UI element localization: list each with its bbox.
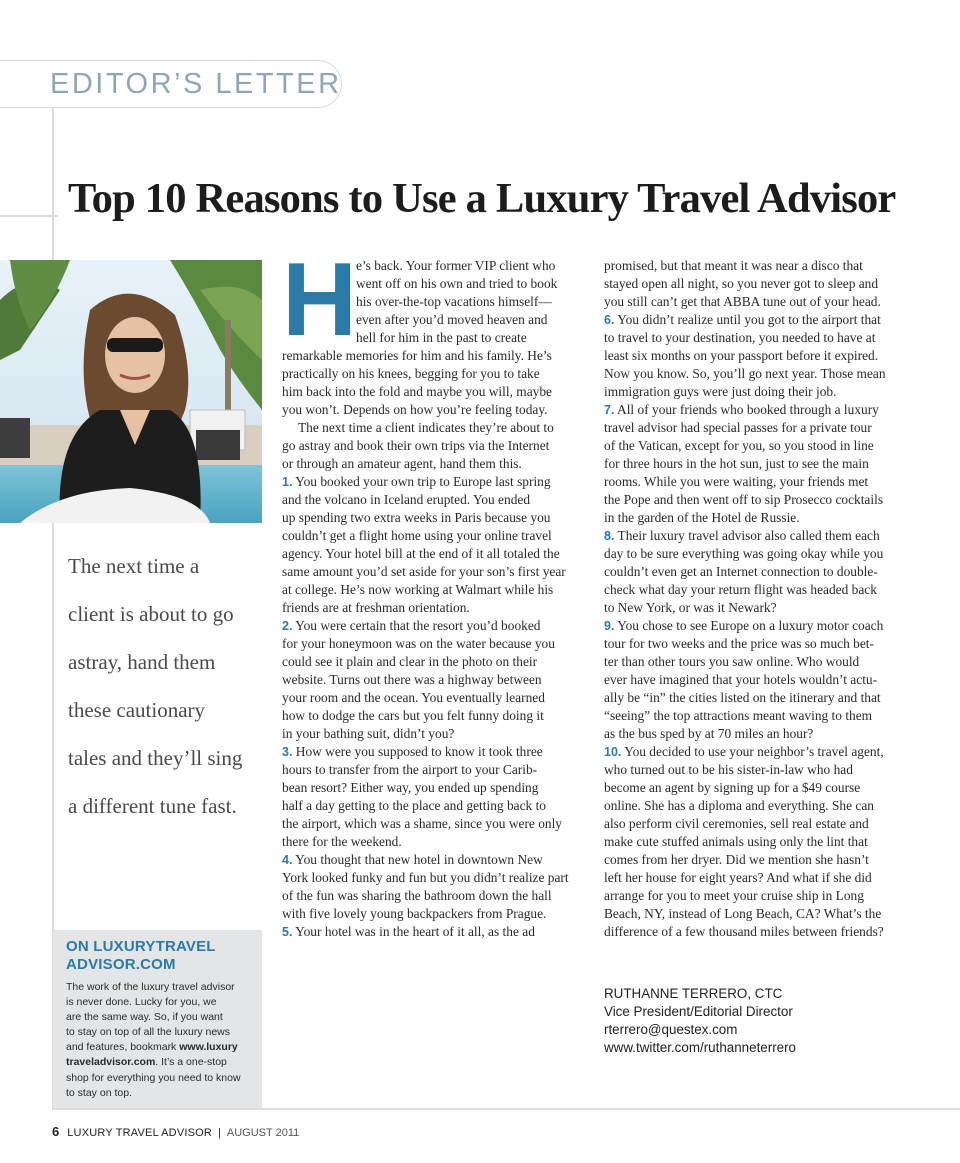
sidebar-body-line xyxy=(66,1025,252,1040)
article-line xyxy=(604,257,909,275)
article-line xyxy=(604,329,909,347)
pull-quote-line: tales and they’ll sing xyxy=(68,746,243,770)
article-line xyxy=(604,779,909,797)
article-text: for your honeymoon was on the water because you xyxy=(282,636,555,651)
sidebar-text: are the same way. So, if you want xyxy=(66,1011,223,1024)
sidebar-text: to stay on top of all the luxury news xyxy=(66,1026,231,1039)
article-line xyxy=(282,347,587,365)
editor-portrait-icon xyxy=(0,260,262,523)
article-line xyxy=(282,563,587,581)
article-line xyxy=(282,689,587,707)
reason-number: 1. xyxy=(282,475,293,489)
article-line xyxy=(604,725,909,743)
article-line xyxy=(282,707,587,725)
article-text: All of your friends who booked through a luxury xyxy=(614,402,879,417)
reason-number: 10. xyxy=(604,745,622,759)
article-text: couldn’t get a flight home using your online travel xyxy=(282,528,552,543)
sidebar-text: to stay on top. xyxy=(66,1086,132,1099)
article-line xyxy=(282,491,587,509)
article-line xyxy=(282,275,587,293)
article-text: your room and the ocean. You eventually learned xyxy=(282,690,545,705)
article-line xyxy=(282,833,587,851)
author-email[interactable]: rterrero@questex.com xyxy=(604,1022,738,1037)
sidebar-body-line xyxy=(66,1040,252,1055)
issue-date: AUGUST 2011 xyxy=(226,1127,300,1139)
article-line xyxy=(282,887,587,905)
article-text: You didn’t realize until you got to the airport that xyxy=(614,312,881,327)
article-text: You chose to see Europe on a luxury motor coach xyxy=(614,618,884,633)
sidebar-body-line xyxy=(66,1055,252,1070)
article-text: immigration guys were just doing their job. xyxy=(604,384,837,399)
section-label: EDITOR’S LETTER xyxy=(50,68,342,100)
article-text: went off on his own and tried to book xyxy=(356,276,558,291)
sidebar-text: is never done. Lucky for you, we xyxy=(66,996,217,1009)
reason-line xyxy=(282,743,587,761)
article-text: you won’t. Depends on how you’re feeling today. xyxy=(282,402,548,417)
author-twitter[interactable]: www.twitter.com/ruthanneterrero xyxy=(604,1040,797,1055)
article-text: ter than other tours you saw online. Who would xyxy=(604,654,860,669)
article-text: promised, but that meant it was near a disco that xyxy=(604,258,863,273)
article-text: hours to transfer from the airport to your Carib- xyxy=(282,762,538,777)
author-title: Vice President/Editorial Director xyxy=(604,1004,793,1019)
article-text: of the Vatican, except for you, so you stood in line xyxy=(604,438,874,453)
sidebar-body-line xyxy=(66,1071,252,1086)
reason-number: 2. xyxy=(282,619,293,633)
article-line xyxy=(282,653,587,671)
article-text: left her house for eight years? And what if she did xyxy=(604,870,872,885)
article-text: You decided to use your neighbor’s travel agent, xyxy=(621,744,884,759)
article-text: as the bus sped by at 70 miles an hour? xyxy=(604,726,814,741)
article-text: The next time a client indicates they’re about to xyxy=(298,420,554,435)
reason-number: 5. xyxy=(282,925,293,939)
article-line xyxy=(282,545,587,563)
pull-quote-line: client is about to go xyxy=(68,602,234,626)
article-text: “seeing” the top attractions meant waving to them xyxy=(604,708,873,723)
reason-line xyxy=(282,617,587,635)
pull-quote-line: The next time a xyxy=(68,554,200,578)
article-column-2 xyxy=(604,257,909,941)
article-line xyxy=(604,707,909,725)
reason-number: 6. xyxy=(604,313,615,327)
publication-name: LUXURY TRAVEL ADVISOR xyxy=(67,1127,213,1139)
article-text: rooms. While you were waiting, your friends met xyxy=(604,474,869,489)
article-text: ever have imagined that your hotels wouldn’t actu- xyxy=(604,672,878,687)
article-line xyxy=(604,761,909,779)
article-line xyxy=(604,833,909,851)
article-text: or through an amateur agent, hand them this. xyxy=(282,456,522,471)
reason-number: 7. xyxy=(604,403,615,417)
article-text: there for the weekend. xyxy=(282,834,402,849)
article-text: you still can’t get that ABBA tune out of your head. xyxy=(604,294,881,309)
article-line xyxy=(282,581,587,599)
article-text: York looked funky and fun but you didn’t realize part xyxy=(282,870,569,885)
article-text: same amount you’d set aside for your son’s first year xyxy=(282,564,566,579)
sidebar-text: and features, bookmark xyxy=(66,1041,180,1054)
article-text: couldn’t even get an Internet connection to double- xyxy=(604,564,878,579)
article-line xyxy=(604,365,909,383)
article-text: with five lovely young backpackers from Prague. xyxy=(282,906,547,921)
article-line xyxy=(282,635,587,653)
headline: Top 10 Reasons to Use a Luxury Travel Advisor xyxy=(68,175,896,222)
article-line xyxy=(282,365,587,383)
article-text: go astray and book their own trips via the Internet xyxy=(282,438,550,453)
article-line xyxy=(282,329,587,347)
reason-number: 8. xyxy=(604,529,615,543)
article-line xyxy=(282,527,587,545)
article-text: check what day your return flight was headed back xyxy=(604,582,877,597)
article-text: friends are at freshman orientation. xyxy=(282,600,470,615)
article-line xyxy=(604,545,909,563)
article-text: travel advisor had special passes for a private tour xyxy=(604,420,872,435)
sidebar-title-line: ADVISOR.COM xyxy=(66,956,176,973)
article-line xyxy=(282,761,587,779)
article-text: make cute stuffed animals using only the lint that xyxy=(604,834,868,849)
article-text: You were certain that the resort you’d booked xyxy=(292,618,541,633)
website-link[interactable]: traveladvisor.com xyxy=(66,1056,156,1069)
reason-number: 3. xyxy=(282,745,293,759)
sidebar-title-line: ON LUXURYTRAVEL xyxy=(66,938,216,955)
article-text: difference of a few thousand miles between friends? xyxy=(604,924,884,939)
reason-line xyxy=(604,401,909,419)
article-text: least six months on your passport before it expired. xyxy=(604,348,879,363)
footer-rule xyxy=(52,1108,960,1110)
article-line xyxy=(604,599,909,617)
editor-photo xyxy=(0,260,262,523)
article-line xyxy=(604,671,909,689)
sidebar-body-line xyxy=(66,980,252,995)
pull-quote xyxy=(68,542,268,830)
article-line xyxy=(604,797,909,815)
article-line xyxy=(604,689,909,707)
article-line xyxy=(604,563,909,581)
article-text: comes from her dryer. Did we mention she hasn’t xyxy=(604,852,869,867)
sidebar-body-line xyxy=(66,995,252,1010)
article-line xyxy=(282,293,587,311)
article-text: bean resort? Either way, you ended up spending xyxy=(282,780,539,795)
article-text: become an agent by signing up for a $49 course xyxy=(604,780,861,795)
article-text: Beach, NY, instead of Long Beach, CA? What’s the xyxy=(604,906,882,921)
sidebar-body-line xyxy=(66,1010,252,1025)
article-text: and the volcano in Iceland erupted. You ended xyxy=(282,492,531,507)
reason-line xyxy=(282,851,587,869)
article-text: up spending two extra weeks in Paris because you xyxy=(282,510,551,525)
article-line xyxy=(282,815,587,833)
pull-quote-line: a different tune fast. xyxy=(68,794,237,818)
reason-line xyxy=(604,617,909,635)
article-line xyxy=(604,437,909,455)
article-line xyxy=(604,473,909,491)
pull-quote-line: astray, hand them xyxy=(68,650,216,674)
article-text: to New York, or was it Newark? xyxy=(604,600,777,615)
author-name: RUTHANNE TERRERO, CTC xyxy=(604,986,783,1001)
article-text: You booked your own trip to Europe last spring xyxy=(292,474,551,489)
article-line xyxy=(282,869,587,887)
article-line xyxy=(282,257,587,275)
article-line xyxy=(604,923,909,941)
reason-line xyxy=(282,923,587,941)
drop-cap: H xyxy=(282,242,354,358)
article-line xyxy=(604,887,909,905)
article-line xyxy=(604,851,909,869)
reason-line xyxy=(604,527,909,545)
article-text: also perform civil ceremonies, sell real estate and xyxy=(604,816,869,831)
article-line xyxy=(282,509,587,527)
article-text: the airport, which was a shame, since you were only xyxy=(282,816,563,831)
article-text: Now you know. So, you’ll go next year. Those mean xyxy=(604,366,886,381)
article-line xyxy=(282,419,587,437)
article-line xyxy=(604,653,909,671)
article-text: hell for him in the past to create xyxy=(356,330,527,345)
article-line xyxy=(282,797,587,815)
article-text: of the fun was sharing the bathroom down the hall xyxy=(282,888,552,903)
reason-line xyxy=(604,311,909,329)
page-number: 6 xyxy=(52,1124,60,1139)
article-text: You thought that new hotel in downtown New xyxy=(292,852,543,867)
article-line xyxy=(604,383,909,401)
sidebar-text: . It’s a one-stop xyxy=(155,1056,227,1069)
article-text: tour for two weeks and the price was so much bet- xyxy=(604,636,874,651)
article-text: ally be “in” the cities listed on the itinerary and that xyxy=(604,690,881,705)
article-line xyxy=(604,275,909,293)
article-text: who turned out to be his sister-in-law who had xyxy=(604,762,853,777)
article-text: agency. Your hotel bill at the end of it all totaled the xyxy=(282,546,560,561)
sidebar-text: The work of the luxury travel advisor xyxy=(66,981,235,993)
article-text: in the garden of the Hotel de Russie. xyxy=(604,510,800,525)
reason-line xyxy=(604,743,909,761)
pull-quote-line: these cautionary xyxy=(68,698,206,722)
article-text: arrange for you to meet your cruise ship in Long xyxy=(604,888,864,903)
article-line xyxy=(604,815,909,833)
article-line xyxy=(604,419,909,437)
article-text: his over-the-top vacations himself— xyxy=(356,294,552,309)
article-line xyxy=(282,311,587,329)
article-line xyxy=(604,905,909,923)
article-text: day to be sure everything was going okay while you xyxy=(604,546,884,561)
sidebar-text: shop for everything you need to know xyxy=(66,1071,241,1084)
article-text: even after you’d moved heaven and xyxy=(356,312,548,327)
article-line xyxy=(604,491,909,509)
article-text: Their luxury travel advisor also called them each xyxy=(614,528,880,543)
reason-number: 9. xyxy=(604,619,615,633)
article-line xyxy=(604,455,909,473)
article-text: him back into the fold and maybe you will, maybe xyxy=(282,384,552,399)
article-line xyxy=(604,293,909,311)
article-text: to travel to your destination, you needed to have at xyxy=(604,330,876,345)
article-line xyxy=(282,905,587,923)
article-text: e’s back. Your former VIP client who xyxy=(356,258,556,273)
article-line xyxy=(282,671,587,689)
article-text: how to dodge the cars but you felt funny doing it xyxy=(282,708,544,723)
article-line xyxy=(604,581,909,599)
article-text: practically on his knees, begging for you to take xyxy=(282,366,540,381)
article-text: stayed open all night, so you never got to sleep and xyxy=(604,276,879,291)
website-sidebar xyxy=(53,930,262,1108)
headline-rule xyxy=(0,215,58,217)
article-text: website. Turns out there was a highway between xyxy=(282,672,542,687)
article-line xyxy=(604,869,909,887)
article-text: at college. He’s now working at Walmart while his xyxy=(282,582,554,597)
article-text: How were you supposed to know it took three xyxy=(292,744,543,759)
article-line xyxy=(282,725,587,743)
sidebar-title xyxy=(66,938,252,974)
reason-number: 4. xyxy=(282,853,293,867)
article-text: the Pope and then went off to sip Prosecco cocktails xyxy=(604,492,884,507)
article-text: for three hours in the hot sun, just to see the main xyxy=(604,456,869,471)
article-text: could see it plain and clear in the photo on their xyxy=(282,654,538,669)
signature xyxy=(604,985,796,1057)
article-line xyxy=(282,383,587,401)
article-text: in your bathing suit, didn’t you? xyxy=(282,726,455,741)
article-line xyxy=(282,599,587,617)
article-line xyxy=(282,401,587,419)
article-text: Your hotel was in the heart of it all, as the ad xyxy=(292,924,535,939)
sidebar-body xyxy=(66,980,252,1101)
article-line xyxy=(282,437,587,455)
sidebar-body-line xyxy=(66,1086,252,1101)
article-text: remarkable memories for him and his family. He’s xyxy=(282,348,552,363)
article-line xyxy=(604,347,909,365)
page-footer xyxy=(52,1124,299,1139)
article-line xyxy=(604,635,909,653)
website-link[interactable]: www.luxury xyxy=(179,1041,238,1054)
reason-line xyxy=(282,473,587,491)
article-text: online. She has a diploma and everything. She can xyxy=(604,798,874,813)
article-text: half a day getting to the place and getting back to xyxy=(282,798,547,813)
article-line xyxy=(282,455,587,473)
article-line xyxy=(282,779,587,797)
footer-separator: | xyxy=(218,1127,221,1139)
article-column-1 xyxy=(282,242,587,941)
article-line xyxy=(604,509,909,527)
